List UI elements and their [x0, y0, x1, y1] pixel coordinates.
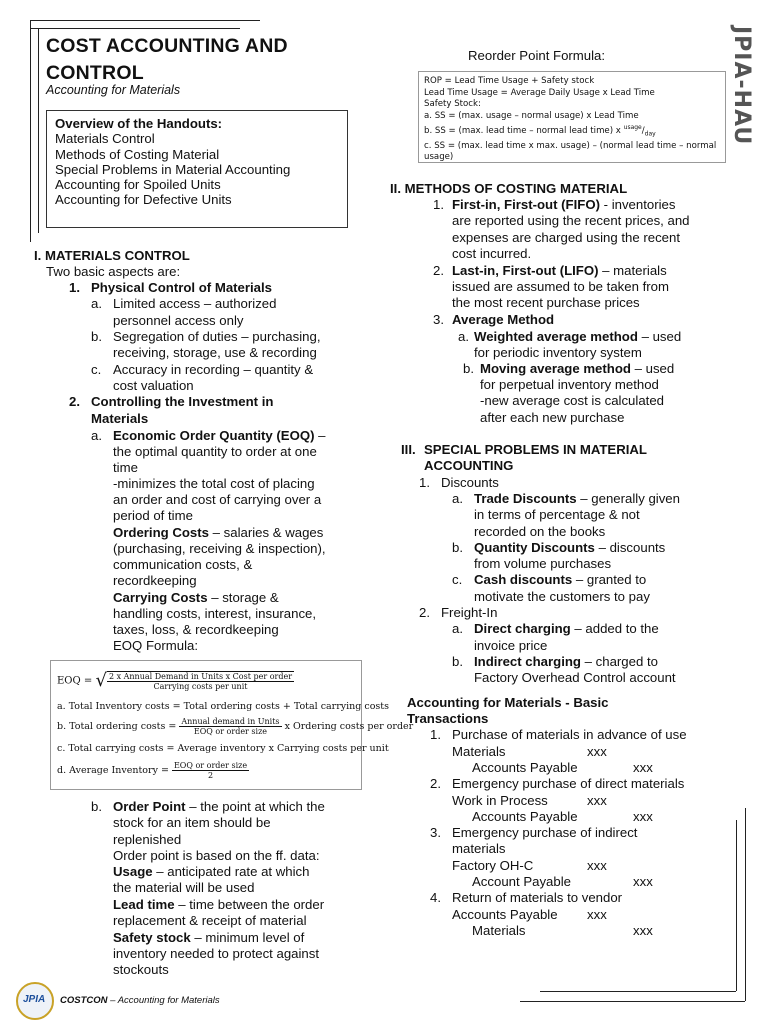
debit-amount: xxx [587, 907, 607, 922]
ss-formula-b-text: b. SS = (max. lead time – normal lead time) x [424, 126, 621, 137]
jpia-logo [16, 982, 54, 1020]
overview-box [46, 110, 348, 228]
safety-stock-term: Safety stock [113, 930, 191, 945]
formula-d [57, 761, 249, 780]
item-number: 1. [419, 475, 430, 490]
direct-charging-term: Direct charging [474, 621, 571, 636]
eoq-text: the optimal quantity to order at one [113, 444, 317, 459]
formula-b-denominator: EOQ or order size [193, 727, 268, 736]
eoq-denominator: Carrying costs per unit [153, 682, 248, 691]
section-3-heading-1: SPECIAL PROBLEMS IN MATERIAL [424, 442, 647, 457]
eoq-term: Economic Order Quantity (EOQ) [113, 428, 315, 443]
eoq-numerator: 2 x Annual Demand in Units x Cost per order [108, 672, 293, 681]
lifo-text: issued are assumed to be taken from [452, 279, 669, 294]
usage-term: Usage [113, 864, 153, 879]
section-3-heading-2: ACCOUNTING [424, 458, 514, 473]
order-point-text: stock for an item should be [113, 815, 271, 830]
title-line-2: CONTROL [46, 62, 144, 84]
reorder-label: Reorder Point Formula: [468, 48, 606, 63]
transaction-title: Emergency purchase of indirect [452, 825, 638, 840]
lead-time-text: – time between the order [174, 897, 325, 912]
transaction-title: materials [452, 841, 506, 856]
lead-time-term: Lead time [113, 897, 175, 912]
logo-text: JPIA [23, 994, 46, 1005]
trade-discounts-line [474, 491, 680, 507]
eoq-text: an order and cost of carrying over a [113, 492, 322, 507]
physical-control-heading: Physical Control of Materials [91, 280, 273, 295]
right-rule-2 [736, 820, 737, 991]
carrying-costs-text: taxes, loss, & recordkeeping [113, 622, 279, 637]
ss-formula-c: c. SS = (max. lead time x max. usage) – (normal lead time – normal usage) [424, 140, 717, 163]
eoq-formula-box [50, 660, 414, 790]
list-letter: c. [91, 362, 102, 377]
usage-text: the material will be used [113, 880, 255, 895]
debit-amount: xxx [587, 858, 607, 873]
ordering-costs-text: recordkeeping [113, 573, 197, 588]
eoq-text: period of time [113, 508, 193, 523]
list-letter: a. [91, 428, 102, 443]
credit-account: Account Payable [472, 874, 571, 889]
investment-heading-2: Materials [91, 411, 149, 426]
eoq-text: time [113, 460, 138, 475]
footer-topic: – Accounting for Materials [107, 995, 220, 1006]
freight-in-heading: Freight-In [441, 605, 498, 620]
formula-b-tail: x Ordering costs per order [284, 721, 414, 732]
list-item: Segregation of duties – purchasing, [113, 329, 321, 344]
sqrt-icon: √ [95, 670, 107, 691]
eoq-equation [57, 671, 294, 691]
fifo-text: expenses are charged using the recent [452, 230, 680, 245]
moving-average-text: -new average cost is calculated [480, 393, 664, 408]
credit-amount: xxx [633, 760, 653, 775]
list-item: Limited access – authorized [113, 296, 277, 311]
moving-average-text: – used [630, 361, 675, 376]
reorder-formula-box [418, 71, 726, 163]
item-number: 3. [433, 312, 444, 327]
list-item: cost valuation [113, 378, 194, 393]
average-method-heading: Average Method [452, 312, 555, 327]
trade-discounts-text: – generally given [576, 491, 680, 506]
safety-stock-text: inventory needed to protect against [113, 946, 320, 961]
ordering-costs-line [113, 525, 323, 541]
list-letter: a. [452, 491, 463, 506]
weighted-average-term: Weighted average method [474, 329, 638, 344]
credit-account: Materials [472, 923, 526, 938]
weighted-average-text: – used [637, 329, 682, 344]
order-point-text: – the point at which the [185, 799, 325, 814]
top-rule [30, 20, 260, 21]
lifo-text: – materials [598, 263, 667, 278]
page-subtitle: Accounting for Materials [46, 83, 181, 97]
overview-item: Methods of Costing Material [55, 146, 220, 162]
list-letter: b. [463, 361, 474, 376]
list-letter: a. [452, 621, 463, 636]
section-1-heading: I. MATERIALS CONTROL [34, 248, 190, 263]
formula-b-label: b. Total ordering costs = [57, 721, 177, 732]
list-letter: b. [91, 799, 102, 814]
lead-usage-line: Lead Time Usage = Average Daily Usage x Lead Time [424, 87, 655, 98]
basic-transactions-heading-2: Transactions [407, 711, 489, 726]
debit-account: Accounts Payable [452, 907, 558, 922]
formula-b-fraction [179, 717, 281, 736]
item-number: 2. [69, 394, 80, 409]
title-line-1: COST ACCOUNTING AND [46, 35, 288, 57]
cash-discounts-term: Cash discounts [474, 572, 573, 587]
debit-account: Work in Process [452, 793, 548, 808]
safety-stock-text: – minimum level of [190, 930, 305, 945]
usage-text: – anticipated rate at which [152, 864, 310, 879]
list-letter: a. [91, 296, 102, 311]
indirect-charging-text: – charged to [580, 654, 658, 669]
carrying-costs-term: Carrying Costs [113, 590, 208, 605]
list-letter: b. [452, 540, 463, 555]
item-number: 1. [69, 280, 80, 295]
item-number: 1. [430, 727, 441, 742]
section-3-number: III. [401, 442, 416, 457]
ss-formula-a: a. SS = (max. usage – normal usage) x Lead Time [424, 110, 639, 121]
credit-account: Accounts Payable [472, 760, 578, 775]
safety-stock-line [113, 930, 304, 946]
formula-b [57, 717, 413, 736]
brand-label: JPIA-HAU [729, 26, 754, 146]
quantity-discounts-term: Quantity Discounts [474, 540, 595, 555]
footer-course: COSTCON [60, 995, 108, 1006]
eoq-line: Economic Order Quantity (EOQ) – [113, 428, 326, 443]
credit-amount: xxx [633, 923, 653, 938]
eoq-fraction [107, 671, 294, 691]
investment-heading-1: Controlling the Investment in [91, 394, 274, 409]
list-item: Accuracy in recording – quantity & [113, 362, 314, 377]
moving-average-text: for perpetual inventory method [480, 377, 659, 392]
debit-amount: xxx [587, 793, 607, 808]
fifo-text: - inventories [599, 197, 676, 212]
item-number: 4. [430, 890, 441, 905]
formula-d-denominator: 2 [207, 771, 214, 780]
eoq-label: EOQ = [57, 675, 93, 687]
trade-discounts-term: Trade Discounts [474, 491, 577, 506]
lead-time-line [113, 897, 324, 913]
ss-frac-den: day [644, 130, 656, 138]
overview-item: Accounting for Defective Units [55, 192, 232, 208]
cash-discounts-text: motivate the customers to pay [474, 589, 650, 604]
section-2-heading: II. METHODS OF COSTING MATERIAL [390, 181, 628, 196]
moving-average-term: Moving average method [480, 361, 631, 376]
discounts-heading: Discounts [441, 475, 499, 490]
fifo-line [452, 197, 675, 213]
safety-stock-label: Safety Stock: [424, 99, 481, 110]
direct-charging-text: – added to the [570, 621, 659, 636]
formula-d-numerator: EOQ or order size [173, 761, 248, 770]
formula-d-fraction [172, 761, 249, 780]
trade-discounts-text: recorded on the books [474, 524, 606, 539]
quantity-discounts-text: from volume purchases [474, 556, 612, 571]
overview-item: Accounting for Spoiled Units [55, 177, 221, 193]
debit-amount: xxx [587, 744, 607, 759]
list-item: receiving, storage, use & recording [113, 345, 317, 360]
transaction-title: Purchase of materials in advance of use [452, 727, 687, 742]
rop-line: ROP = Lead Time Usage + Safety stock [424, 76, 595, 86]
overview-heading: Overview of the Handouts: [55, 116, 223, 131]
order-point-text: replenished [113, 832, 182, 847]
ordering-costs-text: communication costs, & [113, 557, 253, 572]
debit-account: Materials [452, 744, 506, 759]
top-rule-2 [30, 28, 240, 29]
order-point-line [113, 799, 325, 815]
ss-formula-b: b. SS = (max. lead time – normal lead time) x $^{usage}/_{day}$ [424, 124, 656, 138]
usage-line [113, 864, 309, 880]
direct-charging-text: invoice price [474, 638, 548, 653]
fifo-term: First-in, First-out (FIFO) [452, 197, 600, 212]
overview-item: Special Problems in Material Accounting [55, 161, 291, 177]
order-point-text: Order point is based on the ff. data: [113, 848, 320, 863]
weighted-average-text: for periodic inventory system [474, 345, 642, 360]
carrying-costs-text: – storage & [207, 590, 279, 605]
page-title [46, 33, 288, 87]
list-letter: b. [452, 654, 463, 669]
transaction-title: Return of materials to vendor [452, 890, 623, 905]
credit-account: Accounts Payable [472, 809, 578, 824]
quantity-discounts-line [474, 540, 665, 556]
direct-charging-line [474, 621, 659, 637]
trade-discounts-text: in terms of percentage & not [474, 507, 640, 522]
transaction-title: Emergency purchase of direct materials [452, 776, 685, 791]
formula-d-label: d. Average Inventory = [57, 765, 169, 776]
list-letter: b. [91, 329, 102, 344]
lifo-line [452, 263, 667, 279]
eoq-formula-label: EOQ Formula: [113, 638, 199, 653]
fifo-text: cost incurred. [452, 246, 532, 261]
lifo-text: the most recent purchase prices [452, 295, 640, 310]
indirect-charging-line [474, 654, 658, 670]
bottom-rule [520, 1001, 745, 1002]
cash-discounts-line [474, 572, 646, 588]
credit-amount: xxx [633, 809, 653, 824]
basic-transactions-heading-1: Accounting for Materials - Basic [407, 695, 609, 710]
item-number: 2. [419, 605, 430, 620]
item-number: 2. [430, 776, 441, 791]
bottom-rule-2 [540, 991, 736, 992]
formula-b-numerator: Annual demand in Units [181, 717, 280, 726]
left-rule-2 [38, 28, 39, 233]
list-letter: a. [458, 329, 469, 344]
quantity-discounts-text: – discounts [594, 540, 666, 555]
indirect-charging-term: Indirect charging [474, 654, 581, 669]
overview-item: Materials Control [55, 131, 155, 147]
safety-stock-text: stockouts [113, 962, 169, 977]
weighted-average-line [474, 329, 681, 345]
right-rule [745, 808, 746, 1001]
lead-time-text: replacement & receipt of material [113, 913, 307, 928]
formula-c: c. Total carrying costs = Average inventory x Carrying costs per unit [57, 743, 389, 754]
order-point-term: Order Point [113, 799, 186, 814]
list-letter: c. [452, 572, 463, 587]
list-item: personnel access only [113, 313, 244, 328]
lifo-term: Last-in, First-out (LIFO) [452, 263, 599, 278]
carrying-costs-line [113, 590, 279, 606]
item-number: 1. [433, 197, 444, 212]
credit-amount: xxx [633, 874, 653, 889]
carrying-costs-text: handling costs, interest, insurance, [113, 606, 317, 621]
indirect-charging-text: Factory Overhead Control account [474, 670, 676, 685]
moving-average-text: after each new purchase [480, 410, 625, 425]
eoq-text: -minimizes the total cost of placing [113, 476, 315, 491]
fifo-text: are reported using the recent prices, and [452, 213, 690, 228]
debit-account: Factory OH-C [452, 858, 534, 873]
ordering-costs-text: (purchasing, receiving & inspection), [113, 541, 326, 556]
ordering-costs-text: – salaries & wages [209, 525, 324, 540]
cash-discounts-text: – granted to [572, 572, 647, 587]
moving-average-line [480, 361, 674, 377]
left-rule [30, 20, 31, 242]
section-1-intro: Two basic aspects are: [46, 264, 181, 279]
item-number: 3. [430, 825, 441, 840]
ordering-costs-term: Ordering Costs [113, 525, 209, 540]
formula-a: a. Total Inventory costs = Total ordering costs + Total carrying costs [57, 701, 389, 712]
footer-text [60, 995, 220, 1006]
ss-frac-num: usage [623, 124, 642, 132]
item-number: 2. [433, 263, 444, 278]
